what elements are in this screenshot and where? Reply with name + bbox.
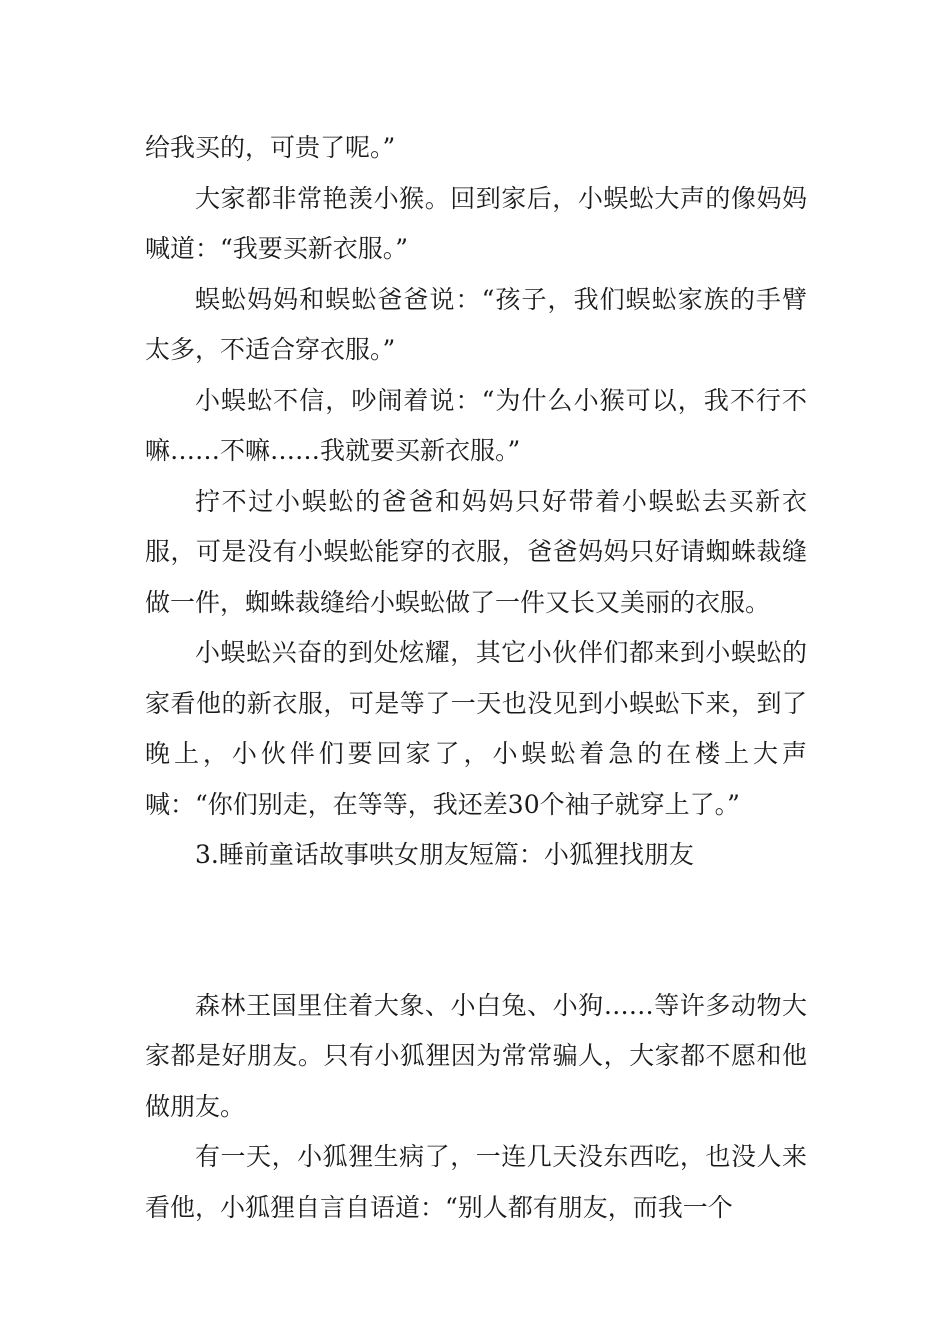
paragraph: 森林王国里住着大象、小白兔、小狗……等许多动物大家都是好朋友。只有小狐狸因为常常骗人，大家都不愿和他做朋友。 [145,990,807,1121]
paragraph-continuation: 给我买的，可贵了呢。” [145,133,396,162]
paragraph: 蜈蚣妈妈和蜈蚣爸爸说：“孩子，我们蜈蚣家族的手臂太多，不适合穿衣服。” [145,284,807,364]
section-heading: 3.睡前童话故事哄女朋友短篇：小狐狸找朋友 [195,840,694,869]
paragraph: 小蜈蚣不信，吵闹着说：“为什么小猴可以，我不行不嘛……不嘛……我就要买新衣服。” [145,385,807,465]
paragraph: 拧不过小蜈蚣的爸爸和妈妈只好带着小蜈蚣去买新衣服，可是没有小蜈蚣能穿的衣服，爸爸妈妈只好请蜘蛛裁缝做一件，蜘蛛裁缝给小蜈蚣做了一件又长又美丽的衣服。 [145,486,807,617]
blank-space [145,881,807,981]
document-body [145,123,807,1233]
paragraph: 有一天，小狐狸生病了，一连几天没东西吃，也没人来看他，小狐狸自言自语道：“别人都有朋友，而我一个 [145,1142,807,1222]
paragraph: 大家都非常艳羡小猴。回到家后，小蜈蚣大声的像妈妈喊道：“我要买新衣服。” [145,183,807,263]
paragraph: 小蜈蚣兴奋的到处炫耀，其它小伙伴们都来到小蜈蚣的家看他的新衣服，可是等了一天也没见到小蜈蚣下来，到了晚上，小伙伴们要回家了，小蜈蚣着急的在楼上大声喊：“你们别走，在等等，我还差30个袖子就穿上了。” [145,638,807,819]
